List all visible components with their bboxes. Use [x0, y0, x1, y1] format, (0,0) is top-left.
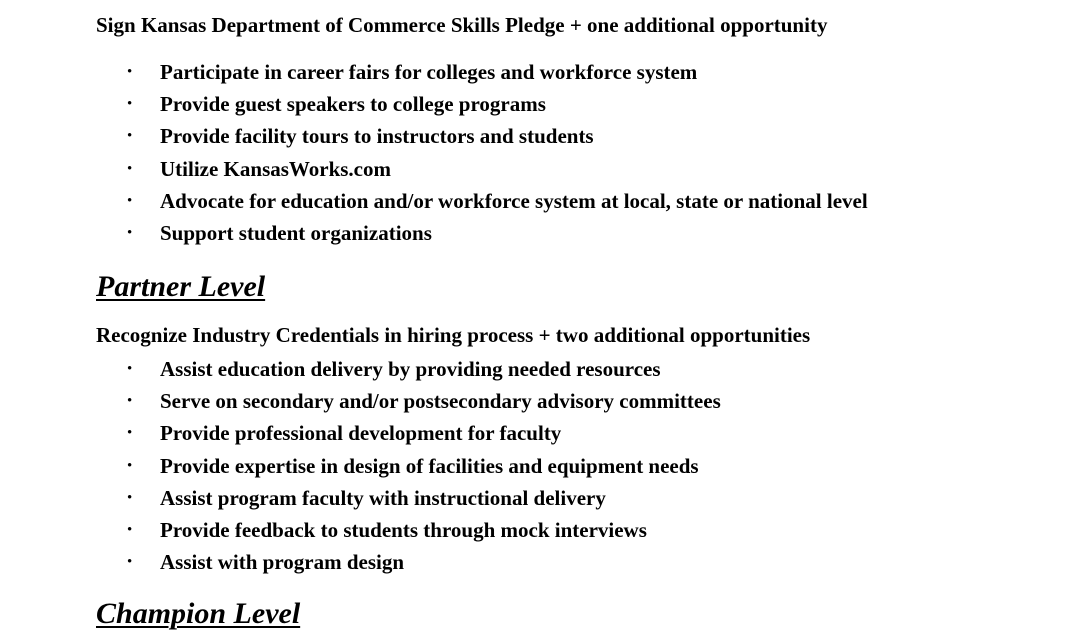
list-item-text: Provide expertise in design of facilities and equipment needs [160, 453, 699, 478]
list-item-text: Assist with program design [160, 550, 405, 575]
list-item-text: Provide professional development for faculty [160, 421, 562, 446]
list-item-text: Assist education delivery by providing needed resources [160, 357, 661, 381]
list-item-text: Participate in career fairs for colleges and workforce system [160, 60, 698, 84]
list-item-text: Serve on secondary and/or postsecondary advisory committees [160, 389, 721, 414]
list-item-text: Support student organizations [160, 220, 432, 245]
bullet-icon: • [127, 224, 133, 241]
partner-level-heading: Partner Level [96, 270, 266, 303]
list-item-text: Provide guest speakers to college programs [160, 92, 546, 117]
bullet-icon: • [127, 554, 133, 571]
bullet-icon: • [127, 192, 133, 209]
list-item-text: Utilize KansasWorks.com [160, 156, 391, 181]
list-item-text: Advocate for education and/or workforce system at local, state or national level [160, 188, 868, 213]
list-item-text: Assist program faculty with instructional delivery [160, 485, 606, 510]
bullet-icon: • [127, 457, 133, 474]
list-item-text: Provide feedback to students through mock interviews [160, 517, 647, 542]
bullet-icon: • [127, 96, 133, 113]
partner-intro: Recognize Industry Credentials in hiring process + two additional opportunities [96, 323, 811, 347]
champion-level-heading: Champion Level [96, 597, 301, 630]
bullet-icon: • [127, 489, 133, 506]
bullet-icon: • [127, 393, 133, 410]
bullet-icon: • [127, 425, 133, 442]
supporter-intro: Sign Kansas Department of Commerce Skills Pledge + one additional opportunity [96, 13, 828, 37]
list-item-text: Provide facility tours to instructors and students [160, 124, 594, 149]
bullet-icon: • [127, 521, 133, 538]
bullet-icon: • [127, 361, 133, 377]
bullet-icon: • [127, 64, 133, 80]
bullet-icon: • [127, 160, 133, 177]
bullet-icon: • [127, 128, 133, 145]
